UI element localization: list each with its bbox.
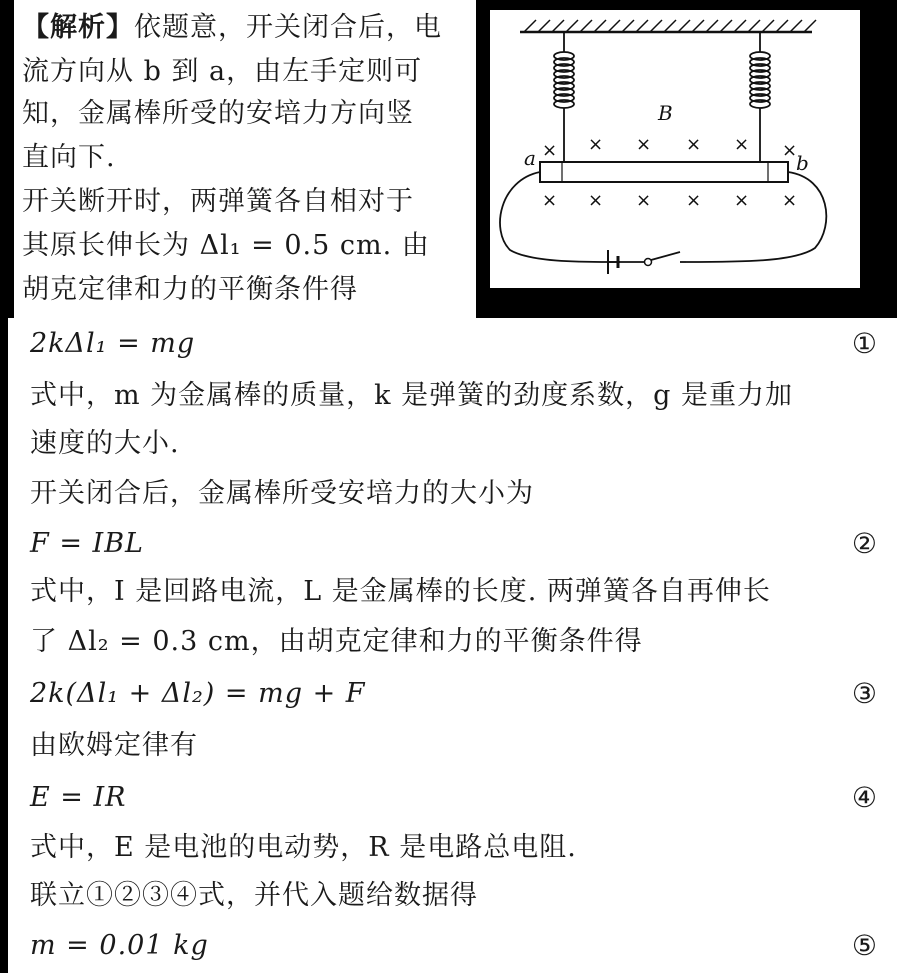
svg-text:×: × [542,140,558,161]
svg-text:×: × [782,140,798,161]
svg-text:×: × [686,134,702,155]
svg-text:×: × [734,134,750,155]
svg-text:×: × [636,190,652,211]
body-line-7: 了 Δl₂ = 0.3 cm，由胡克定律和力的平衡条件得 [30,626,643,657]
intro-line-6: 其原长伸长为 Δl₁ = 0.5 cm. 由 [22,230,430,261]
intro-line-1 [22,10,442,46]
label-B: B [658,101,673,125]
equation-1-number: ① [851,327,877,360]
equation-5-number: ⑤ [851,929,877,962]
body-line-9: 由欧姆定律有 [30,730,198,761]
intro-line-2: 流方向从 b 到 a，由左手定则可 [22,56,423,87]
svg-text:×: × [734,190,750,211]
analysis-tag: 【解析】 [22,12,134,43]
circuit-diagram [490,10,860,288]
intro-line-3: 知，金属棒所受的安培力方向竖 [22,98,414,129]
equation-1: 2kΔl₁ = mg [30,328,196,359]
svg-text:×: × [686,190,702,211]
svg-text:×: × [588,190,604,211]
body-line-11: 式中，E 是电池的电动势，R 是电路总电阻. [30,832,577,863]
equation-2-number: ② [851,527,877,560]
intro-text-panel [14,0,476,318]
circuit-figure [490,10,860,288]
body-line-6: 式中，I 是回路电流，L 是金属棒的长度. 两弹簧各自再伸长 [30,576,771,607]
svg-text:×: × [588,134,604,155]
left-wire [500,172,620,262]
metal-rod [540,162,788,182]
svg-text:×: × [542,190,558,211]
label-a: a [524,146,536,170]
label-b: b [796,151,809,175]
equation-2: F = IBL [30,528,144,559]
body-line-12: 联立①②③④式，并代入题给数据得 [30,880,478,911]
switch-blade [651,252,680,260]
equation-3-number: ③ [851,677,877,710]
svg-text:×: × [782,190,798,211]
intro-text: 依题意，开关闭合后，电 [134,12,442,43]
ceiling-hatch [524,20,816,32]
body-line-3: 速度的大小. [30,428,180,459]
equation-5: m = 0.01 kg [30,930,209,961]
solution-body [8,318,897,973]
svg-text:×: × [636,134,652,155]
body-line-2: 式中，m 为金属棒的质量，k 是弹簧的劲度系数，g 是重力加 [30,380,793,411]
switch-pivot [645,259,652,266]
equation-4-number: ④ [851,781,877,814]
intro-line-7: 胡克定律和力的平衡条件得 [22,274,358,305]
equation-3: 2k(Δl₁ + Δl₂) = mg + F [30,678,366,709]
intro-line-4: 直向下. [22,142,116,173]
equation-4: E = IR [30,782,127,813]
body-line-4: 开关闭合后，金属棒所受安培力的大小为 [30,478,534,509]
intro-line-5: 开关断开时，两弹簧各自相对于 [22,186,414,217]
right-spring [750,32,770,162]
right-wire [686,172,826,262]
